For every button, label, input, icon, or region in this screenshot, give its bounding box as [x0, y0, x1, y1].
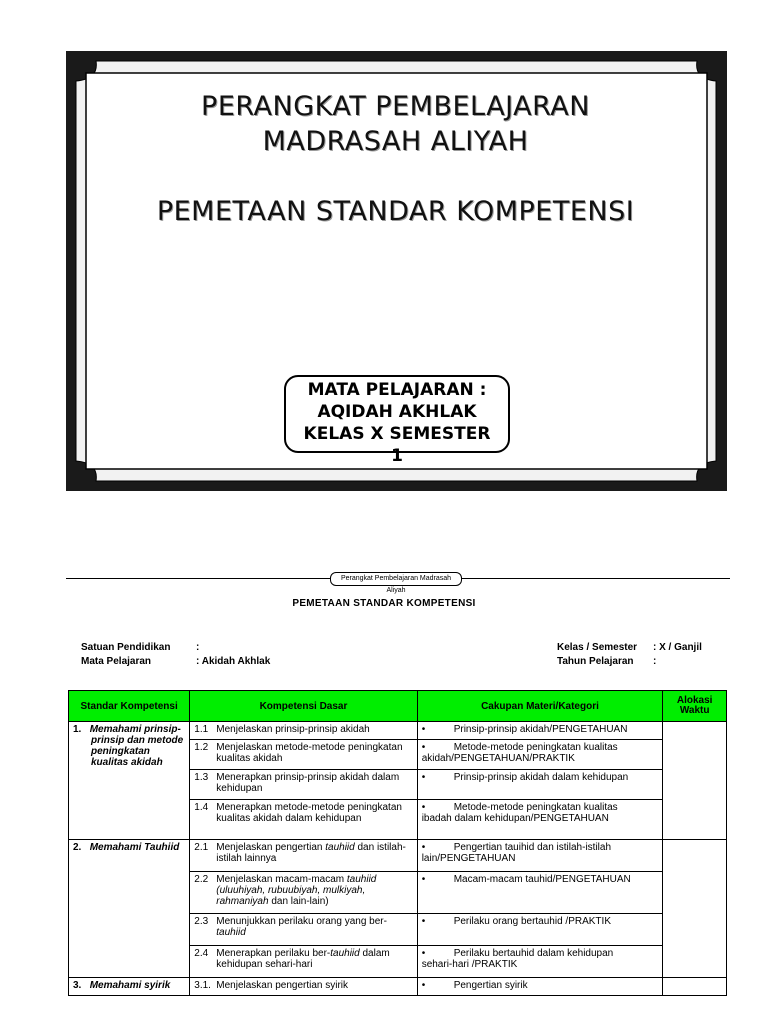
bullet: • — [421, 724, 426, 735]
bullet: • — [421, 742, 426, 753]
bullet: • — [421, 842, 426, 853]
sk-cell-1 — [69, 722, 190, 840]
cover-title-line-2: MADRASAH ALIYAH — [262, 126, 529, 157]
sk-text: Memahami Tauhiid — [89, 842, 180, 853]
cm-cell — [417, 872, 663, 914]
mapel-value: : Akidah Akhlak — [196, 656, 271, 667]
subject-line-2: AQIDAH AKHLAK — [317, 402, 477, 422]
table-row — [69, 978, 727, 996]
kd-text: Menjelaskan macam-macam — [216, 874, 347, 885]
satuan-value: : — [196, 642, 200, 653]
subject-box — [284, 375, 510, 466]
competency-table — [68, 690, 727, 996]
cm-cell — [417, 946, 663, 978]
sk-text: Memahami syirik — [89, 980, 171, 991]
header-standar: Standar Kompetensi — [69, 691, 190, 722]
cm-text: Macam-macam tauhid/PENGETAHUAN — [453, 874, 631, 885]
cm-cell — [417, 840, 663, 872]
sk-number: 2. — [73, 842, 82, 853]
kd-cell — [190, 946, 417, 978]
kd-cell — [190, 978, 417, 996]
kd-number: 1.3 — [194, 772, 209, 783]
bullet: • — [421, 980, 426, 991]
kd-italic: tauhiid — [216, 927, 246, 938]
cm-text-1: Metode-metode peningkatan kualitas — [453, 742, 618, 753]
sk-number: 3. — [73, 980, 82, 991]
cover-title-line-3: PEMETAAN STANDAR KOMPETENSI — [156, 196, 635, 227]
header-kompetensi-dasar: Kompetensi Dasar — [190, 691, 417, 722]
cm-text-1: Metode-metode peningkatan kualitas — [453, 802, 618, 813]
cm-text: Pengertian syirik — [453, 980, 528, 991]
kd-text-end: dan lain-lain) — [268, 896, 329, 907]
cm-text-2: sehari-hari /PRAKTIK — [421, 959, 518, 970]
sk-number: 1. — [73, 724, 82, 735]
header-tag: Perangkat Pembelajaran Madrasah Aliyah — [330, 572, 462, 586]
sk-text: Memahami prinsip-prinsip dan metode peningkatan kualitas akidah — [89, 724, 184, 768]
tahun-label: Tahun Pelajaran — [557, 656, 634, 667]
tahun-value: : — [653, 656, 657, 667]
kd-number: 2.2 — [194, 874, 209, 885]
alokasi-cell-1 — [663, 722, 727, 840]
bullet: • — [421, 802, 426, 813]
cm-cell — [417, 740, 663, 770]
kd-italic: tauhiid — [346, 874, 377, 885]
satuan-label: Satuan Pendidikan — [81, 642, 171, 653]
table-row — [69, 722, 727, 740]
kd-text: Menjelaskan metode-metode peningkatan kualitas akidah — [216, 742, 403, 764]
cm-cell — [417, 800, 663, 840]
cm-text-1: Perilaku bertauhid dalam kehidupan — [453, 948, 614, 959]
alokasi-cell-2 — [663, 840, 727, 978]
kd-number: 2.4 — [194, 948, 209, 959]
doc-title: PEMETAAN STANDAR KOMPETENSI — [292, 598, 476, 609]
table-header-row — [69, 691, 727, 722]
cm-cell — [417, 722, 663, 740]
header-rule-right — [462, 578, 730, 579]
kd-cell — [190, 800, 417, 840]
kd-number: 1.1 — [194, 724, 209, 735]
subject-line-4: 1 — [391, 446, 403, 466]
kd-text: Menerapkan metode-metode peningkatan kualitas akidah dalam kehidupan — [216, 802, 402, 824]
kd-text: Menjelaskan prinsip-prinsip akidah — [216, 724, 370, 735]
cm-cell — [417, 770, 663, 800]
mapel-label: Mata Pelajaran — [81, 656, 152, 667]
kd-number: 1.2 — [194, 742, 209, 753]
kd-cell — [190, 770, 417, 800]
cm-text-2: ibadah dalam kehidupan/PENGETAHUAN — [421, 813, 609, 824]
cm-cell — [417, 914, 663, 946]
kd-italic-list: (uluuhiyah, rubuubiyah, mulkiyah, rahmaniyah — [216, 885, 366, 907]
cm-text-2: akidah/PENGETAHUAN/PRAKTIK — [421, 753, 575, 764]
sk-cell-3 — [69, 978, 190, 996]
subject-line-1: MATA PELAJARAN : — [307, 380, 487, 400]
kd-cell — [190, 722, 417, 740]
cm-text-1: Pengertian tauihid dan istilah-istilah — [453, 842, 612, 853]
cm-text-2: lain/PENGETAHUAN — [421, 853, 516, 864]
bullet: • — [421, 874, 426, 885]
kd-cell — [190, 740, 417, 770]
kd-cell — [190, 914, 417, 946]
kd-cell — [190, 872, 417, 914]
bullet: • — [421, 948, 426, 959]
header-cakupan-materi: Cakupan Materi/Kategori — [417, 691, 663, 722]
subject-line-3: KELAS X SEMESTER — [303, 424, 491, 444]
kd-text-end: dalam kehidupan sehari-hari — [216, 948, 390, 970]
kd-cell — [190, 840, 417, 872]
kelas-label: Kelas / Semester — [557, 642, 638, 653]
kd-number: 1.4 — [194, 802, 209, 813]
kd-text: Menerapkan perilaku ber- — [216, 948, 331, 959]
bullet: • — [421, 916, 426, 927]
cm-text: Perilaku orang bertauhid /PRAKTIK — [453, 916, 611, 927]
kd-italic: tauhiid — [330, 948, 360, 959]
header-rule-left — [66, 578, 330, 579]
kd-text: Menjelaskan pengertian syirik — [216, 980, 349, 991]
cm-text: Prinsip-prinsip akidah dalam kehidupan — [453, 772, 629, 783]
kd-text-end: dan istilah-istilah lainnya — [216, 842, 406, 864]
alokasi-cell-3 — [663, 978, 727, 996]
kelas-value: : X / Ganjil — [653, 642, 702, 653]
table-row — [69, 840, 727, 872]
bullet: • — [421, 772, 426, 783]
header-alokasi-waktu: Alokasi Waktu — [663, 691, 727, 722]
sk-cell-2 — [69, 840, 190, 978]
kd-italic: tauhiid — [325, 842, 355, 853]
kd-number: 2.1 — [194, 842, 209, 853]
cm-cell — [417, 978, 663, 996]
kd-text: Menunjukkan perilaku orang yang ber- — [216, 916, 387, 927]
cover-title-line-1: PERANGKAT PEMBELAJARAN — [201, 91, 590, 122]
kd-number: 3.1. — [194, 980, 211, 991]
kd-text: Menjelaskan pengertian — [216, 842, 326, 853]
cm-text: Prinsip-prinsip akidah/PENGETAHUAN — [453, 724, 628, 735]
kd-text: Menerapkan prinsip-prinsip akidah dalam kehidupan — [216, 772, 400, 794]
kd-number: 2.3 — [194, 916, 209, 927]
